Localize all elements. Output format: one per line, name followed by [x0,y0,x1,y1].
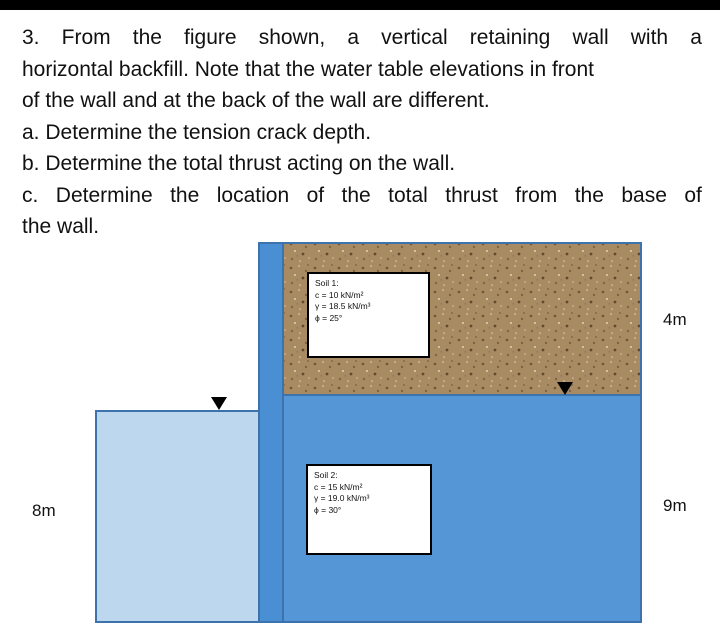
question-c-line-1-word: the [170,183,200,207]
question-c-line-1-word: of [306,183,325,207]
water-table-marker-front [211,397,227,410]
question-c-line-1-word: the [341,183,371,207]
question-c-line-2: the wall. [22,215,100,238]
soil-2-cohesion: c = 15 kN/m² [314,481,363,492]
question-a: a. Determine the tension crack depth. [22,120,372,144]
soil-1-properties-box [307,272,430,358]
problem-line-3: of the wall and at the back of the wall are different. [22,89,490,112]
question-c-line-1-word: from [515,183,558,207]
retaining-wall [259,243,283,622]
question-b: b. Determine the total thrust acting on the wall. [22,152,456,175]
problem-line-1-word: vertical [381,26,448,49]
question-c-line-1-word: Determine [55,183,153,207]
problem-line-1-word: a [347,26,360,49]
problem-line-1-word: the [132,26,162,49]
problem-line-1-word: 3. [22,26,40,49]
problem-line-1-word: shown, [258,26,326,49]
problem-line-1-word: From [61,26,111,49]
question-c-line-1-word: base [621,183,667,207]
soil-2-friction-angle: ϕ = 30° [314,504,342,515]
problem-line-1-word: retaining [469,26,551,49]
question-c-line-1-word: c. [22,183,39,207]
question-c-line-1-word: the [574,183,604,207]
problem-line-1-word: wall [572,26,609,49]
question-c-line-1-word: thrust [445,183,498,207]
dimension-label-upper: 4m [663,310,687,329]
dimension-label-front: 8m [32,501,56,520]
soil-1-title: Soil 1: [315,278,339,288]
problem-line-1-word: a [690,26,702,49]
soil-1-friction-angle: ϕ = 25° [315,312,343,323]
dimension-label-lower: 9m [663,496,687,515]
soil-2-title: Soil 2: [314,470,338,480]
problem-line-1-word: with [630,26,669,49]
question-c-line-1-word: location [216,183,290,207]
soil-2-unit-weight: γ = 19.0 kN/m³ [314,493,370,503]
problem-line-2: horizontal backfill. Note that the water table elevations in front [22,57,594,81]
front-water-body [96,411,259,622]
soil-2-properties-box [306,464,432,555]
soil-1-unit-weight: γ = 18.5 kN/m³ [315,301,371,311]
question-c-line-1-word: total [388,183,428,207]
soil-1-cohesion: c = 10 kN/m² [315,289,364,300]
question-c-line-1-word: of [684,183,702,207]
problem-line-1-word: figure [184,26,237,49]
